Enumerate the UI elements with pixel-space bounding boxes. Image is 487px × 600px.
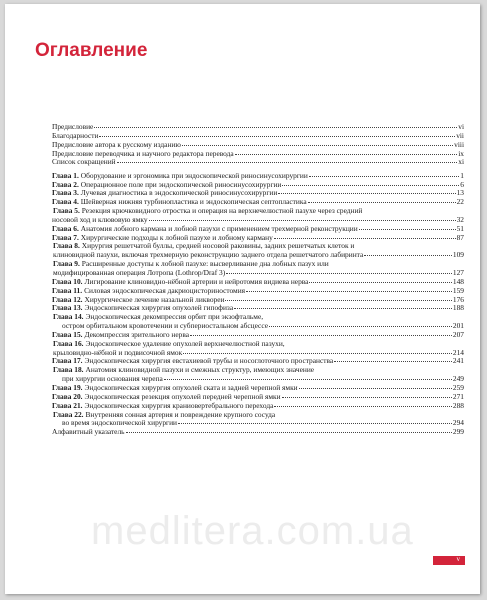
toc-page-number: vii <box>456 130 464 140</box>
toc-entry-title: Лучевая диагностика в эндоскопической риносинусохирургии <box>80 188 278 198</box>
toc-entry-title: Оборудование и эргономика при эндоскопической риносинусохирургии <box>80 170 308 180</box>
dot-leader <box>269 326 452 327</box>
dot-leader <box>99 136 455 137</box>
dot-leader <box>308 202 456 203</box>
toc-entry-title: остром орбитальном кровотечении и субпериостальном абсцессе <box>62 321 268 331</box>
dot-leader <box>334 361 452 362</box>
toc-entry-title: Хирургические подходы к лобной пазухе и лобному карману <box>80 232 273 242</box>
toc-chapter-number: Глава 22. <box>53 409 84 419</box>
dot-leader <box>282 397 452 398</box>
toc-page-number: 214 <box>452 347 464 357</box>
toc-entry-title: модифицированная операция Лотропа (Lothrop/Draf 3) <box>53 268 226 277</box>
dot-leader <box>183 353 452 354</box>
toc-entry-title: Предисловие автора к русскому изданию <box>52 139 181 149</box>
dot-leader <box>274 406 452 407</box>
toc-chapter-number: Глава 13. <box>52 303 83 313</box>
dot-leader <box>234 308 452 309</box>
toc-chapter-number: Глава 20. <box>52 391 83 401</box>
dot-leader <box>226 273 452 274</box>
toc-entry-title: клиновидной пазухи, включая трехмерную реконструкцию заднего отдела решетчатого лабиринта <box>53 250 364 260</box>
watermark: medlitera.com.ua <box>91 509 414 553</box>
toc-page-number: 294 <box>452 418 464 428</box>
toc-entry-title: Предисловие переводчика и научного редактора перевода <box>52 148 234 158</box>
dot-leader <box>178 423 452 424</box>
toc-entry-title: Предисловие <box>52 122 94 131</box>
dot-leader <box>117 162 458 163</box>
toc-chapter-number: Глава 4. <box>52 197 79 207</box>
dot-leader <box>364 255 452 256</box>
toc-chapter-number: Глава 8. <box>53 241 80 251</box>
toc-chapter-number: Глава 16. <box>53 338 84 348</box>
toc-chapter-entry <box>52 260 464 278</box>
toc-chapter-number: Глава 7. <box>52 232 79 242</box>
toc-page-number: 13 <box>456 188 464 198</box>
dot-leader <box>149 220 456 221</box>
toc-entry-title: Эндоскопическая резекция опухолей передней черепной ямки <box>84 391 281 401</box>
dot-leader <box>299 388 452 389</box>
toc-chapter-number: Глава 2. <box>52 179 79 189</box>
toc-chapter-number: Глава 9. <box>53 259 80 269</box>
toc-entry-title: Эндоскопическая хирургия евстахиевой трубы и носоглоточного пространства <box>84 356 334 366</box>
toc-page-number: 87 <box>456 232 464 242</box>
toc-entry-title: Эндоскопическое удаление опухолей верхнечелюстной пазухи, <box>85 338 285 348</box>
dot-leader <box>94 127 457 128</box>
toc-page-number: 299 <box>452 427 464 437</box>
toc-chapter-number: Глава 11. <box>52 285 83 295</box>
toc-front-entry <box>52 428 464 437</box>
dot-leader <box>309 282 451 283</box>
toc-page-number: 201 <box>452 321 464 331</box>
toc-chapter-entry <box>52 411 464 429</box>
dot-leader <box>274 238 456 239</box>
toc-page-number: 207 <box>452 329 464 339</box>
toc-entry-title: Хирургия решетчатой буллы, средней носовой раковины, задних решетчатых клеток и <box>81 241 355 251</box>
toc-entry-title: Анатомия лобного кармана и лобной пазухи с применением трехмерной реконструкции <box>80 223 358 233</box>
toc-page-number: 288 <box>452 400 464 410</box>
toc-page-number: 22 <box>456 197 464 207</box>
toc-chapter-number: Глава 12. <box>52 294 83 304</box>
page-title: Оглавление <box>35 40 148 61</box>
toc-chapter-number: Глава 14. <box>53 312 84 322</box>
dot-leader <box>126 432 452 433</box>
dot-leader <box>309 176 460 177</box>
document-page <box>5 4 480 594</box>
toc-chapter-number: Глава 19. <box>52 382 83 392</box>
toc-entry-title: Операционное поле при эндоскопической риносинусохирургии <box>80 179 282 189</box>
toc-page-number: 127 <box>452 268 464 277</box>
toc-front-entry <box>52 158 464 167</box>
toc-chapter-number: Глава 10. <box>52 276 83 286</box>
toc-page-number: 271 <box>452 391 464 401</box>
dot-leader <box>235 154 458 155</box>
toc-page-number: 6 <box>460 179 464 189</box>
dot-leader <box>225 300 451 301</box>
dot-leader <box>246 291 452 292</box>
toc-page-number: xi <box>458 157 464 167</box>
toc-chapter-entry <box>52 207 464 225</box>
toc-entry-title: во время эндоскопической хирургии <box>62 418 177 428</box>
toc-entry-title: Внутренняя сонная артерия и повреждение крупного сосуда <box>85 409 276 419</box>
toc-front-entry <box>52 123 464 132</box>
toc-page-number: 51 <box>456 223 464 233</box>
toc-chapter-number: Глава 17. <box>52 356 83 366</box>
toc-page-number: 249 <box>452 374 464 384</box>
toc-page-number: 148 <box>452 276 464 286</box>
toc-entry-title: Лигирование клиновидно-нёбной артерии и нейротомия видиева нерва <box>84 276 309 286</box>
toc-entry-title: Силовая эндоскопическая дакриоцисториностомия <box>84 285 246 295</box>
toc-chapter-number: Глава 5. <box>53 206 80 216</box>
table-of-contents <box>52 123 464 437</box>
dot-leader <box>164 379 452 380</box>
toc-page-number: 109 <box>452 250 464 260</box>
toc-page-number: 1 <box>460 170 464 180</box>
toc-entry-title: Список сокращений <box>52 157 116 167</box>
page-number: v <box>456 555 460 563</box>
toc-chapter-number: Глава 6. <box>52 223 79 233</box>
dot-leader <box>282 185 459 186</box>
toc-entry-title: Алфавитный указатель <box>52 427 125 437</box>
page-number-tab <box>433 556 465 565</box>
toc-entry-title: носовой ход и клювовую ямку <box>52 214 148 224</box>
toc-entry-title: при хирургии основания черепа <box>62 374 163 384</box>
toc-entry-title: Шейверная нижняя турбинопластика и эндоскопическая септопластика <box>80 197 307 207</box>
toc-page-number: 159 <box>452 285 464 295</box>
toc-entry-title: крыловидно-нёбной и подвисочной ямок <box>53 347 183 357</box>
toc-chapter-entry <box>52 242 464 260</box>
toc-page-number: 188 <box>452 303 464 313</box>
toc-page-number: 32 <box>456 214 464 224</box>
toc-page-number: viii <box>454 139 464 149</box>
toc-chapter-number: Глава 18. <box>53 365 84 375</box>
toc-page-number: 176 <box>452 294 464 304</box>
toc-entry-title: Анатомия клиновидной пазухи и смежных структур, имеющих значение <box>85 365 315 375</box>
toc-page-number: 241 <box>452 356 464 366</box>
toc-chapter-number: Глава 1. <box>52 170 79 180</box>
toc-page-number: ix <box>458 148 464 158</box>
toc-entry-title: Эндоскопическая хирургия краниовертебрального перехода <box>84 400 274 410</box>
toc-chapter-number: Глава 21. <box>52 400 83 410</box>
toc-entry-title: Расширенные доступы к лобной пазухе: высверливание дна лобных пазух или <box>81 259 329 269</box>
toc-entry-title: Декомпрессия зрительного нерва <box>84 329 190 339</box>
toc-chapter-entry <box>52 340 464 358</box>
toc-entry-title: Эндоскопическая хирургия опухолей ската и задней черепной ямки <box>84 382 298 392</box>
toc-page-number: vi <box>458 122 464 131</box>
toc-entry-title: Благодарности <box>52 130 99 140</box>
toc-entry-title: Хирургическое лечение назальной ликвореи <box>84 294 225 304</box>
toc-chapter-entry <box>52 313 464 331</box>
toc-page-number: 259 <box>452 382 464 392</box>
dot-leader <box>359 229 456 230</box>
toc-entry-title: Эндоскопическая хирургия опухолей гипофиза <box>84 303 234 313</box>
toc-chapter-number: Глава 15. <box>52 329 83 339</box>
toc-entry-title: Эндоскопическая декомпрессия орбит при экзофтальме, <box>85 312 264 322</box>
toc-entry-title: Резекция крючковидного отростка и операция на верхнечелюстной пазухе через средний <box>81 206 363 216</box>
dot-leader <box>190 335 452 336</box>
dot-leader <box>182 145 453 146</box>
dot-leader <box>278 193 455 194</box>
toc-chapter-entry <box>52 366 464 384</box>
toc-chapter-number: Глава 3. <box>52 188 79 198</box>
